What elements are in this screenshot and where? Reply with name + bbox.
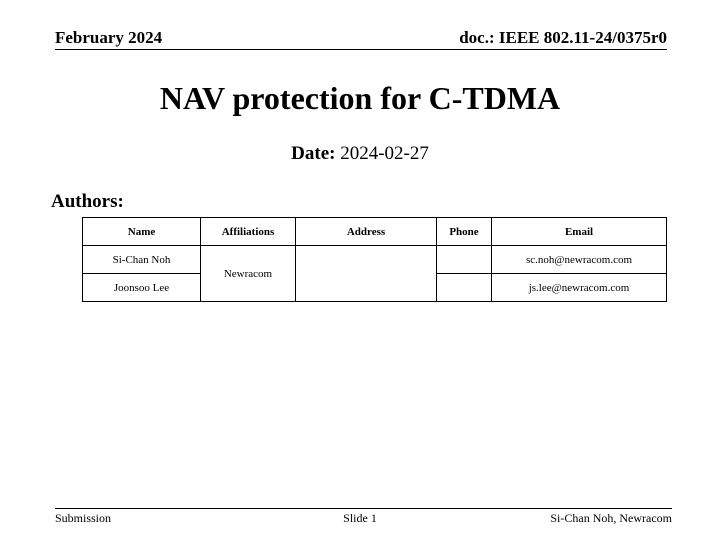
slide-title: NAV protection for C-TDMA	[159, 80, 561, 116]
date-label: Date:	[291, 143, 336, 164]
author-affiliation: Newracom	[201, 246, 296, 302]
author-address	[296, 246, 437, 302]
date-value: 2024-02-27	[340, 143, 429, 164]
authors-table	[82, 217, 667, 302]
col-header-affiliations: Affiliations	[201, 218, 296, 246]
author-phone	[437, 246, 492, 274]
footer-slide-number: Slide 1	[343, 511, 377, 525]
author-email: sc.noh@newracom.com	[492, 246, 667, 274]
footer-submission: Submission	[55, 511, 112, 525]
col-header-name: Name	[83, 218, 201, 246]
author-name: Si-Chan Noh	[83, 246, 201, 274]
header-date: February 2024	[55, 28, 163, 47]
table-header-row	[83, 218, 667, 246]
header-divider	[55, 49, 667, 50]
col-header-address: Address	[296, 218, 437, 246]
date-line	[0, 143, 720, 165]
author-phone	[437, 274, 492, 302]
col-header-email: Email	[492, 218, 667, 246]
col-header-phone: Phone	[437, 218, 492, 246]
footer-divider	[55, 508, 672, 509]
author-email: js.lee@newracom.com	[492, 274, 667, 302]
footer-author: Si-Chan Noh, Newracom	[550, 511, 672, 525]
authors-heading: Authors:	[51, 191, 124, 212]
author-name: Joonsoo Lee	[83, 274, 201, 302]
table-row	[83, 246, 667, 274]
header-doc-id: doc.: IEEE 802.11-24/0375r0	[459, 28, 667, 47]
